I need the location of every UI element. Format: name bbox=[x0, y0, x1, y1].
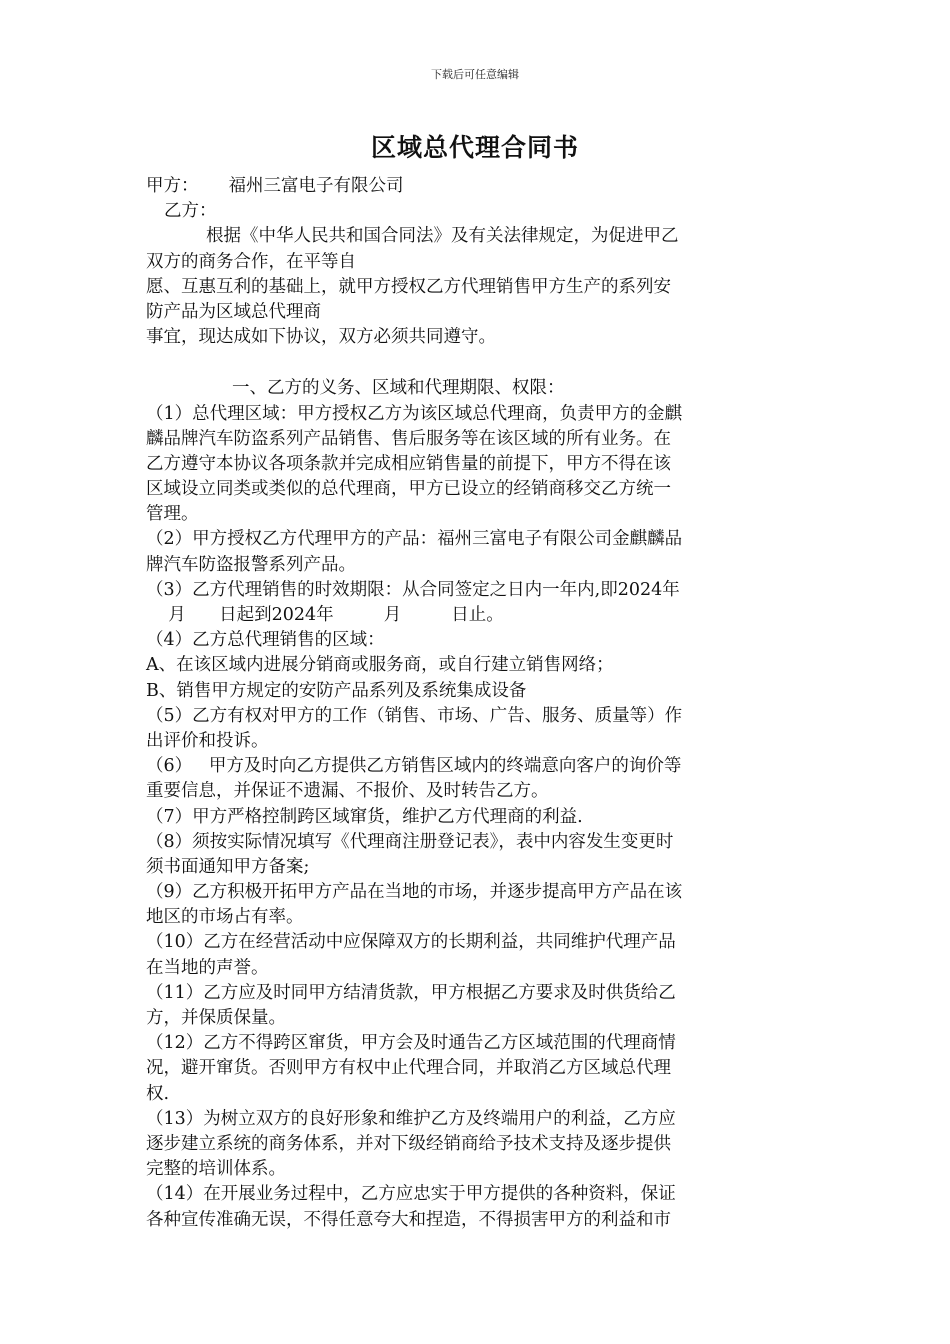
party-a-line bbox=[146, 174, 806, 199]
clause-line: 在当地的声誉。 bbox=[146, 957, 269, 978]
clause-line: （9）乙方积极开拓甲方产品在当地的市场，并逐步提高甲方产品在该 bbox=[146, 882, 683, 903]
clause-line: 地区的市场占有率。 bbox=[146, 907, 304, 928]
clause-line: 牌汽车防盗报警系列产品。 bbox=[146, 554, 356, 575]
clause-line: （3）乙方代理销售的时效期限：从合同签定之日内一年内,即2024年 bbox=[146, 579, 680, 600]
party-b-line bbox=[146, 199, 806, 224]
clause-line: 须书面通知甲方备案; bbox=[146, 856, 310, 877]
clause-line: 麟品牌汽车防盗系列产品销售、售后服务等在该区域的所有业务。在 bbox=[146, 428, 671, 449]
party-a-label: 甲方： bbox=[146, 176, 199, 196]
preamble-line: 双方的商务合作，在平等自 bbox=[146, 251, 356, 272]
party-b-label: 乙方： bbox=[164, 201, 217, 222]
clause-line: 管理。 bbox=[146, 504, 199, 525]
contract-body bbox=[146, 174, 806, 1233]
clause-line: 况，避开窜货。否则甲方有权中止代理合同，并取消乙方区域总代理 bbox=[146, 1058, 671, 1079]
clause-line: （10）乙方在经营活动中应保障双方的长期利益，共同维护代理产品 bbox=[146, 932, 676, 953]
preamble-line: 事宜，现达成如下协议，双方必须共同遵守。 bbox=[146, 327, 496, 348]
document-title: 区域总代理合同书 bbox=[370, 133, 579, 162]
clause-line: 逐步建立系统的商务体系，并对下级经销商给予技术支持及逐步提供 bbox=[146, 1133, 671, 1154]
clause-line: 出评价和投诉。 bbox=[146, 730, 269, 751]
clause-line: 各种宣传准确无误，不得任意夸大和捏造，不得损害甲方的利益和市 bbox=[146, 1209, 671, 1230]
preamble-line: 根据《中华人民共和国合同法》及有关法律规定，为促进甲乙 bbox=[206, 226, 679, 247]
clause-line: 权. bbox=[146, 1083, 170, 1104]
preamble bbox=[146, 224, 806, 350]
clause-line: （12）乙方不得跨区窜货，甲方会及时通告乙方区域范围的代理商情 bbox=[146, 1033, 676, 1054]
clause-line: （4）乙方总代理销售的区域： bbox=[146, 630, 385, 651]
clause-line: 重要信息，并保证不遗漏、不报价、及时转告乙方。 bbox=[146, 781, 549, 802]
clause-line: （5）乙方有权对甲方的工作（销售、市场、广告、服务、质量等）作 bbox=[146, 705, 683, 726]
page-header-note: 下载后可任意编辑 bbox=[431, 68, 519, 81]
section-clauses bbox=[146, 402, 806, 1233]
clause-line: 完整的培训体系。 bbox=[146, 1159, 286, 1180]
clause-line: （1）总代理区域：甲方授权乙方为该区域总代理商，负责甲方的金麒 bbox=[146, 403, 683, 424]
clause-line: 方，并保质保量。 bbox=[146, 1008, 286, 1028]
clause-line: （6） 甲方及时向乙方提供乙方销售区域内的终端意向客户的询价等 bbox=[146, 756, 682, 777]
clause-line: A、在该区域内进展分销商或服务商，或自行建立销售网络； bbox=[146, 655, 614, 676]
clause-line: 区域设立同类或类似的总代理商，甲方已设立的经销商移交乙方统一 bbox=[146, 479, 671, 500]
spacer bbox=[146, 350, 806, 376]
clause-line: （14）在开展业务过程中，乙方应忠实于甲方提供的各种资料，保证 bbox=[146, 1184, 676, 1205]
clause-line: 月 日起到2024年 月 日止。 bbox=[146, 605, 504, 625]
clause-line: B、销售甲方规定的安防产品系列及系统集成设备 bbox=[146, 680, 527, 701]
clause-line: （8）须按实际情况填写《代理商注册登记表》，表中内容发生变更时 bbox=[146, 831, 674, 852]
clause-line: （7）甲方严格控制跨区域窜货，维护乙方代理商的利益. bbox=[146, 806, 583, 827]
clause-line: 乙方遵守本协议各项条款并完成相应销售量的前提下，甲方不得在该 bbox=[146, 453, 671, 474]
clause-line: （13）为树立双方的良好形象和维护乙方及终端用户的利益，乙方应 bbox=[146, 1108, 676, 1129]
party-a-name: 福州三富电子有限公司 bbox=[228, 176, 404, 196]
clause-line: （11）乙方应及时同甲方结清货款，甲方根据乙方要求及时供货给乙 bbox=[146, 982, 676, 1003]
preamble-line: 愿、互惠互利的基础上，就甲方授权乙方代理销售甲方生产的系列安 bbox=[146, 276, 671, 297]
preamble-line: 防产品为区域总代理商 bbox=[146, 301, 321, 322]
section-heading: 一、乙方的义务、区域和代理期限、权限： bbox=[232, 378, 565, 399]
clause-line: （2）甲方授权乙方代理甲方的产品：福州三富电子有限公司金麒麟品 bbox=[146, 529, 683, 550]
